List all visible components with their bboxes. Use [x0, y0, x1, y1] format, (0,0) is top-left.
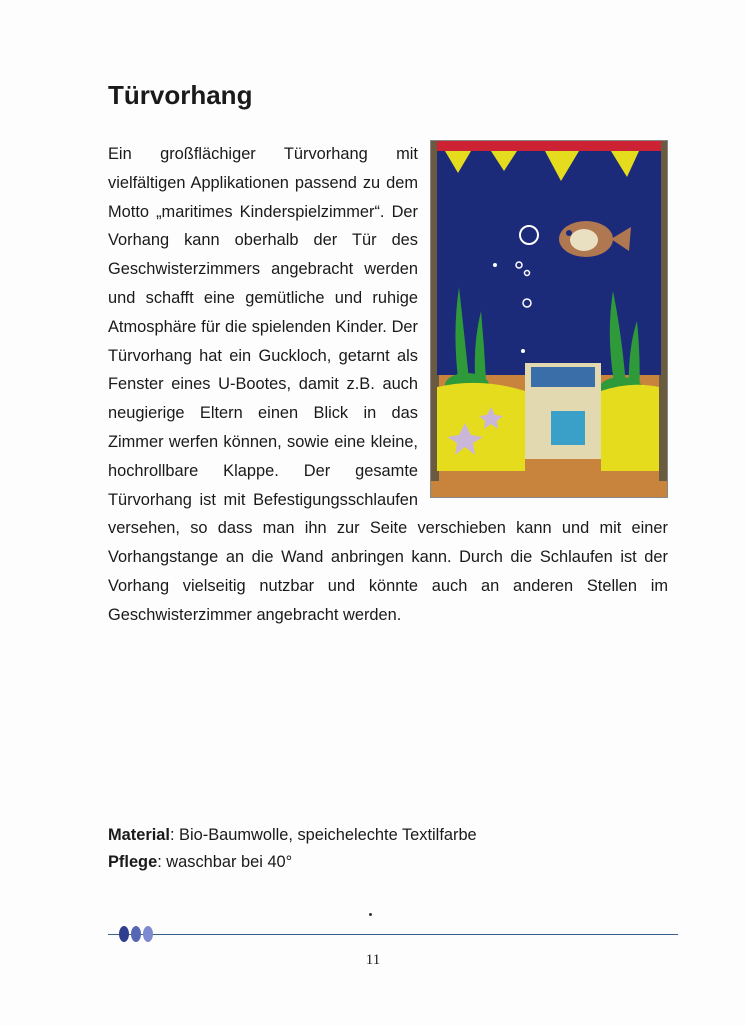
article-body	[108, 140, 668, 630]
material-line	[108, 822, 477, 849]
care-value: : waschbar bei 40°	[157, 853, 293, 871]
dot-ornament	[143, 926, 153, 942]
description-paragraph: Ein großflächiger Türvorhang mit vielfältigen Applikationen passend zu dem Motto „maritimes Kinderspielzimmer“. Der Vorhang kann oberhalb der Tür des Geschwisterzimmers angebracht werden und schafft eine gemütliche und ruhige Atmosphäre für die spielenden Kinder. Der Türvorhang hat ein Guckloch, getarnt als Fenster eines U-Bootes, damit z.B. auch neugierige Eltern einen Blick in das Zimmer werfen können, sowie eine kleine, hochrollbare Klappe. Der gesamte Türvorhang ist mit Befestigungsschlaufen versehen, so dass man ihn zur Seite verschieben kann und mit einer Vorhangstange an die Wand anbringen kann. Durch die Schlaufen ist der Vorhang vielseitig nutzbar und könnte auch an anderen Stellen im Geschwisterzimmer angebracht werden.	[108, 145, 668, 624]
page-title: Türvorhang	[108, 80, 253, 110]
footer-rule	[108, 934, 678, 935]
dot-ornament	[119, 926, 129, 942]
page-number: 11	[365, 952, 381, 968]
curtain-photo	[430, 140, 668, 498]
dot-ornament	[131, 926, 141, 942]
scan-speck	[369, 913, 372, 916]
material-care-info	[108, 822, 477, 876]
footer-dots-ornament	[119, 926, 153, 942]
material-value: : Bio-Baumwolle, speichelechte Textilfarbe	[169, 826, 477, 844]
material-label: Material	[108, 826, 170, 844]
care-label: Pflege	[108, 853, 158, 871]
care-line	[108, 849, 477, 876]
